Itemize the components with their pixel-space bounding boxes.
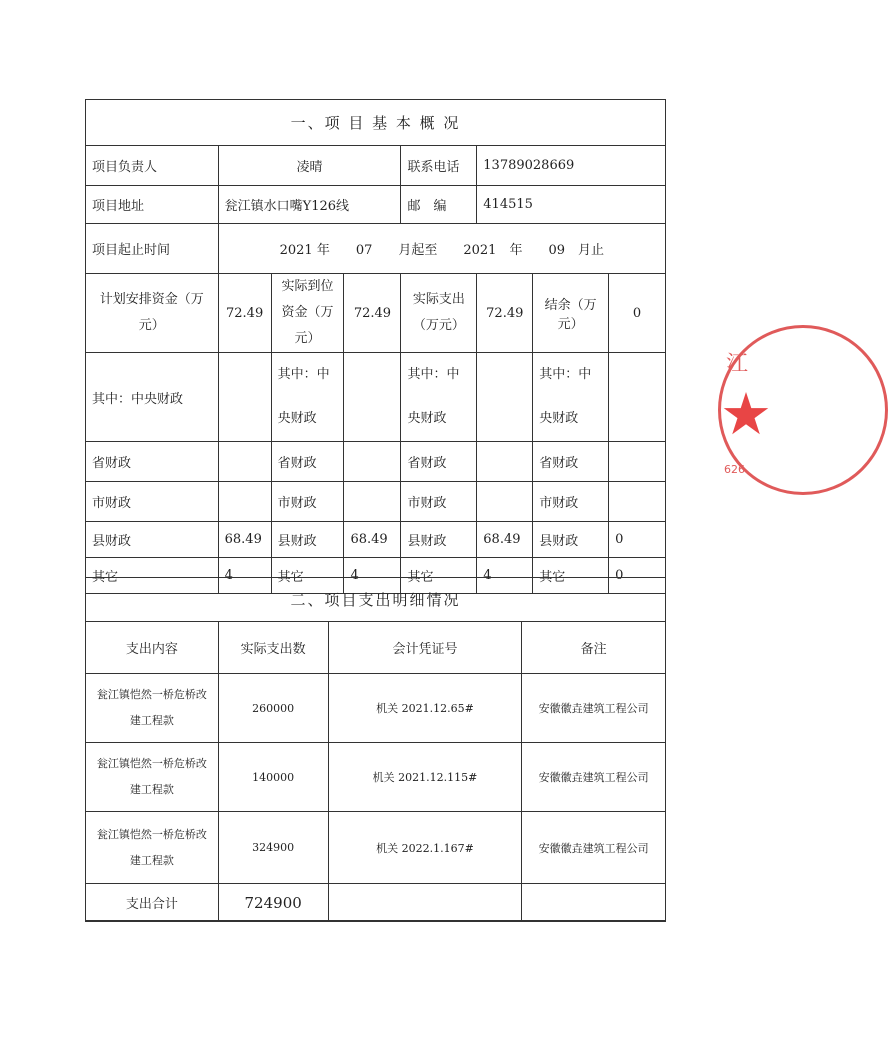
other-label-a: 其它 — [86, 558, 219, 594]
row-voucher: 机关 2021.12.65# — [328, 674, 522, 743]
postcode-value: 414515 — [477, 186, 666, 224]
table-row — [86, 743, 666, 812]
header-note: 备注 — [522, 622, 666, 674]
table-row — [86, 674, 666, 743]
total-note — [522, 884, 666, 922]
seal-star-icon: ★ — [720, 380, 772, 448]
header-amount: 实际支出数 — [218, 622, 328, 674]
other-spent: 4 — [477, 558, 533, 594]
seal-number: 626 — [724, 463, 745, 476]
balance-value: 0 — [609, 274, 666, 353]
provincial-label-d: 省财政 — [533, 442, 609, 482]
county-spent: 68.49 — [477, 522, 533, 558]
county-actual: 68.49 — [344, 522, 401, 558]
row-amount: 260000 — [218, 674, 328, 743]
county-label-c: 县财政 — [401, 522, 477, 558]
section1-title: 一、项 目 基 本 概 况 — [86, 100, 666, 146]
official-seal — [718, 325, 808, 495]
county-plan: 68.49 — [218, 522, 271, 558]
phone-value: 13789028669 — [477, 146, 666, 186]
county-label-a: 县财政 — [86, 522, 219, 558]
row-amount: 140000 — [218, 743, 328, 812]
other-label-d: 其它 — [533, 558, 609, 594]
central-plan — [218, 353, 271, 442]
row-voucher: 机关 2022.1.167# — [328, 812, 522, 884]
spent-label: 实际支出（万元） — [401, 274, 477, 353]
row-note: 安徽徽垚建筑工程公司 — [522, 812, 666, 884]
row-amount: 324900 — [218, 812, 328, 884]
row-content: 瓮江镇恺然一桥危桥改建工程款 — [86, 743, 219, 812]
other-label-b: 其它 — [271, 558, 344, 594]
row-note: 安徽徽垚建筑工程公司 — [522, 743, 666, 812]
expense-detail-table — [85, 577, 666, 922]
row-content: 瓮江镇恺然一桥危桥改建工程款 — [86, 812, 219, 884]
county-label-b: 县财政 — [271, 522, 344, 558]
section2-title: 二、项目支出明细情况 — [86, 578, 666, 622]
other-actual: 4 — [344, 558, 401, 594]
total-voucher — [328, 884, 522, 922]
other-plan: 4 — [218, 558, 271, 594]
address-label: 项目地址 — [86, 186, 219, 224]
plan-funds-label: 计划安排资金（万元） — [86, 274, 219, 353]
total-label: 支出合计 — [86, 884, 219, 922]
city-label-a: 市财政 — [86, 482, 219, 522]
provincial-spent — [477, 442, 533, 482]
central-balance — [609, 353, 666, 442]
other-balance: 0 — [609, 558, 666, 594]
city-label-b: 市财政 — [271, 482, 344, 522]
spent-value: 72.49 — [477, 274, 533, 353]
city-balance — [609, 482, 666, 522]
header-voucher: 会计凭证号 — [328, 622, 522, 674]
provincial-label-b: 省财政 — [271, 442, 344, 482]
balance-label: 结余（万元） — [533, 274, 609, 353]
address-value: 瓮江镇水口嘴Y126线 — [218, 186, 401, 224]
row-note: 安徽徽垚建筑工程公司 — [522, 674, 666, 743]
actual-funds-label: 实际到位资金（万元） — [271, 274, 344, 353]
city-label-d: 市财政 — [533, 482, 609, 522]
basic-info-table — [85, 99, 666, 594]
postcode-label: 邮 编 — [401, 186, 477, 224]
city-label-c: 市财政 — [401, 482, 477, 522]
actual-funds-value: 72.49 — [344, 274, 401, 353]
provincial-actual — [344, 442, 401, 482]
city-actual — [344, 482, 401, 522]
period-value: 2021 年 07 月起至 2021 年 09 月止 — [218, 224, 665, 274]
plan-funds-value: 72.49 — [218, 274, 271, 353]
row-voucher: 机关 2021.12.115# — [328, 743, 522, 812]
central-label-b: 其中：中央财政 — [271, 353, 344, 442]
county-balance: 0 — [609, 522, 666, 558]
central-spent — [477, 353, 533, 442]
manager-label: 项目负责人 — [86, 146, 219, 186]
seal-char: 江 — [726, 352, 749, 377]
central-label-c: 其中：中央财政 — [401, 353, 477, 442]
central-actual — [344, 353, 401, 442]
header-content: 支出内容 — [86, 622, 219, 674]
central-label-a: 其中：中央财政 — [86, 353, 219, 442]
phone-label: 联系电话 — [401, 146, 477, 186]
total-value: 724900 — [218, 884, 328, 922]
row-content: 瓮江镇恺然一桥危桥改建工程款 — [86, 674, 219, 743]
period-label: 项目起止时间 — [86, 224, 219, 274]
county-label-d: 县财政 — [533, 522, 609, 558]
provincial-balance — [609, 442, 666, 482]
provincial-label-c: 省财政 — [401, 442, 477, 482]
city-plan — [218, 482, 271, 522]
provincial-plan — [218, 442, 271, 482]
manager-value: 凌晴 — [218, 146, 401, 186]
other-label-c: 其它 — [401, 558, 477, 594]
provincial-label-a: 省财政 — [86, 442, 219, 482]
city-spent — [477, 482, 533, 522]
central-label-d: 其中：中央财政 — [533, 353, 609, 442]
table-row — [86, 812, 666, 884]
